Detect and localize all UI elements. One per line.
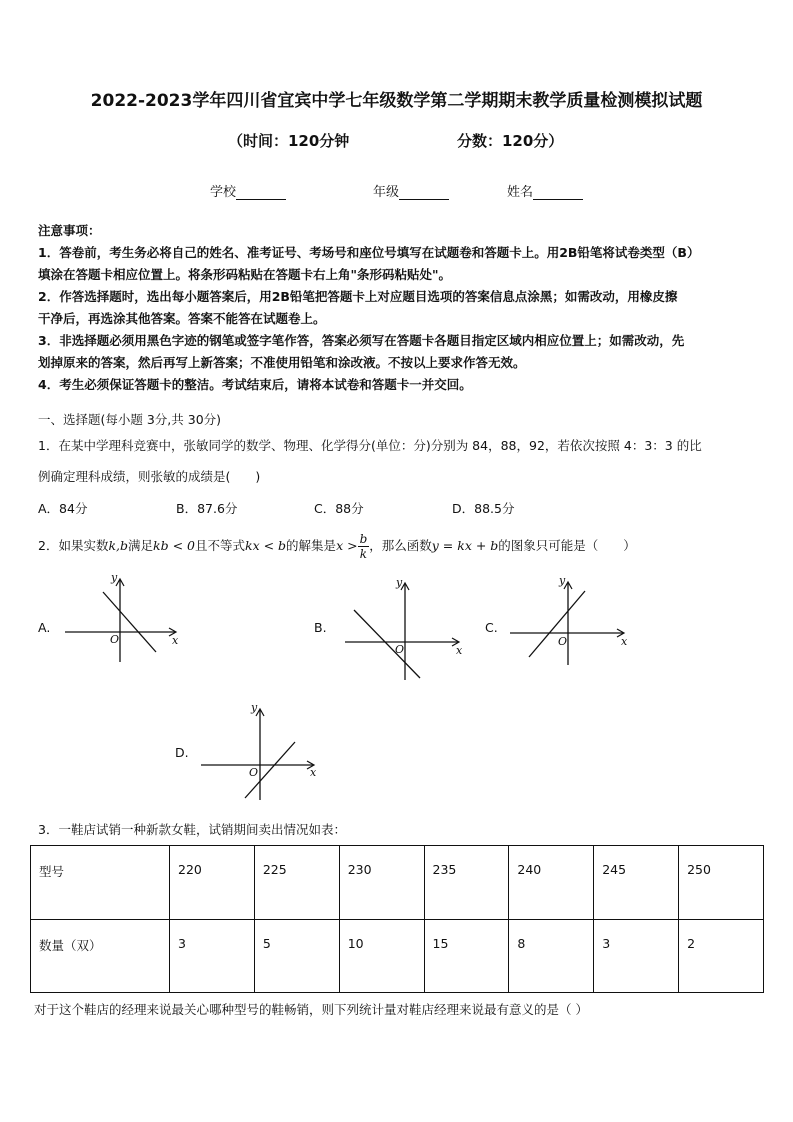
x-axis-label: x <box>172 634 179 647</box>
q2-option-d-label[interactable]: D. <box>175 745 189 760</box>
table-cell: 225 <box>254 846 339 920</box>
q2-option-c-label[interactable]: C. <box>485 620 498 635</box>
q2-function: y = kx + b <box>431 538 499 553</box>
notice-line: 填涂在答题卡相应位置上。将条形码粘贴在答题卡右上角"条形码粘贴处"。 <box>38 267 452 282</box>
q2-solution: x > <box>336 538 358 553</box>
q2-condition: kb < 0 <box>153 538 195 553</box>
q2-stem <box>38 532 763 561</box>
graph-line <box>354 610 420 678</box>
graph-a[interactable] <box>60 570 190 665</box>
q2-option-a-label[interactable]: A. <box>38 620 51 635</box>
grade-blank[interactable] <box>399 185 449 200</box>
table-cell: 5 <box>254 919 339 993</box>
table-row <box>31 919 764 993</box>
graph-d[interactable] <box>198 700 328 805</box>
q2-text: 2．如果实数 <box>38 538 109 553</box>
x-axis-label: x <box>310 766 317 779</box>
notice-block <box>38 220 758 396</box>
school-blank[interactable] <box>236 185 286 200</box>
notice-line: 3．非选择题必须用黑色字迹的钢笔或签字笔作答，答案必须写在答题卡各题目指定区域内相应位置上；如需改动，先 <box>38 333 685 348</box>
origin-label: O <box>395 643 405 656</box>
q2-text: 的解集是 <box>286 538 337 553</box>
q1-option-d[interactable]: D．88.5分 <box>452 501 515 516</box>
q1-line2: 例确定理科成绩，则张敏的成绩是( ) <box>38 469 261 484</box>
q2-fraction <box>358 532 370 561</box>
table-cell: 15 <box>424 919 509 993</box>
q1-line1: 1．在某中学理科竞赛中，张敏同学的数学、物理、化学得分(单位：分)分别为 84，88，92，若依次按照 4：3：3 的比 <box>38 438 702 453</box>
table-row <box>31 846 764 920</box>
fraction-numerator: b <box>359 532 368 546</box>
table-cell: 8 <box>509 919 594 993</box>
table-cell: 230 <box>339 846 424 920</box>
q3-intro: 3．一鞋店试销一种新款女鞋，试销期间卖出情况如表： <box>38 822 346 837</box>
table-cell: 2 <box>679 919 764 993</box>
grade-field <box>373 181 449 200</box>
q2-var-kb: k,b <box>108 538 129 553</box>
fraction-denominator: k <box>359 547 368 561</box>
y-axis-label: y <box>396 576 403 589</box>
notice-line: 干净后，再选涂其他答案。答案不能答在试题卷上。 <box>38 311 326 326</box>
notice-line: 4．考生必须保证答题卡的整洁。考试结束后，请将本试卷和答题卡一并交回。 <box>38 377 472 392</box>
y-axis-label: y <box>111 571 118 584</box>
table-cell: 220 <box>170 846 255 920</box>
table-header-cell: 数量（双） <box>31 919 170 993</box>
q1-option-c[interactable]: C．88分 <box>314 501 364 516</box>
x-axis-label: x <box>621 635 628 648</box>
name-blank[interactable] <box>533 185 583 200</box>
origin-label: O <box>249 766 259 779</box>
graph-c[interactable] <box>505 573 635 668</box>
page-title: 2022-2023学年四川省宜宾中学七年级数学第二学期期末教学质量检测模拟试题 <box>90 91 703 111</box>
q1-option-a[interactable]: A．84分 <box>38 501 88 516</box>
q2-text: 且不等式 <box>194 538 245 553</box>
x-axis-label: x <box>456 644 463 657</box>
q3-question: 对于这个鞋店的经理来说最关心哪种型号的鞋畅销，则下列统计量对鞋店经理来说最有意义的是（ ） <box>34 1002 588 1017</box>
notice-line: 划掉原来的答案，然后再写上新答案；不准使用铅笔和涂改液。不按以上要求作答无效。 <box>38 355 526 370</box>
origin-label: O <box>558 635 568 648</box>
table-header-cell: 型号 <box>31 846 170 920</box>
table-cell: 250 <box>679 846 764 920</box>
y-axis-label: y <box>251 701 258 714</box>
y-axis-label: y <box>559 574 566 587</box>
section-heading: 一、选择题(每小题 3分,共 30分) <box>38 412 222 427</box>
name-label: 姓名 <box>507 185 534 200</box>
table-cell: 240 <box>509 846 594 920</box>
notice-line: 2．作答选择题时，选出每小题答案后，用2B铅笔把答题卡上对应题目选项的答案信息点涂黑；如需改动，用橡皮擦 <box>38 289 678 304</box>
table-cell: 245 <box>594 846 679 920</box>
table-cell: 10 <box>339 919 424 993</box>
table-cell: 235 <box>424 846 509 920</box>
shoe-sales-table <box>30 845 764 993</box>
graph-b[interactable] <box>340 572 470 684</box>
q2-text: 的图象只可能是（ ） <box>498 538 636 553</box>
school-field <box>210 181 286 200</box>
q2-text: ，那么函数 <box>369 538 432 553</box>
graph-line <box>529 591 585 657</box>
table-cell: 3 <box>170 919 255 993</box>
q2-text: 满足 <box>128 538 154 553</box>
origin-label: O <box>110 633 120 646</box>
table-cell: 3 <box>594 919 679 993</box>
q2-option-b-label[interactable]: B. <box>314 620 327 635</box>
exam-time: （时间：120分钟 <box>228 132 350 150</box>
exam-score: 分数：120分） <box>457 132 564 150</box>
name-field <box>507 181 583 200</box>
school-label: 学校 <box>210 185 237 200</box>
grade-label: 年级 <box>373 185 400 200</box>
q2-inequality: kx < b <box>245 538 287 553</box>
notice-line: 1．答卷前，考生务必将自己的姓名、准考证号、考场号和座位号填写在试题卷和答题卡上。用2B铅笔将试卷类型（B） <box>38 245 700 260</box>
notice-heading: 注意事项： <box>38 223 101 238</box>
q1-option-b[interactable]: B．87.6分 <box>176 501 238 516</box>
